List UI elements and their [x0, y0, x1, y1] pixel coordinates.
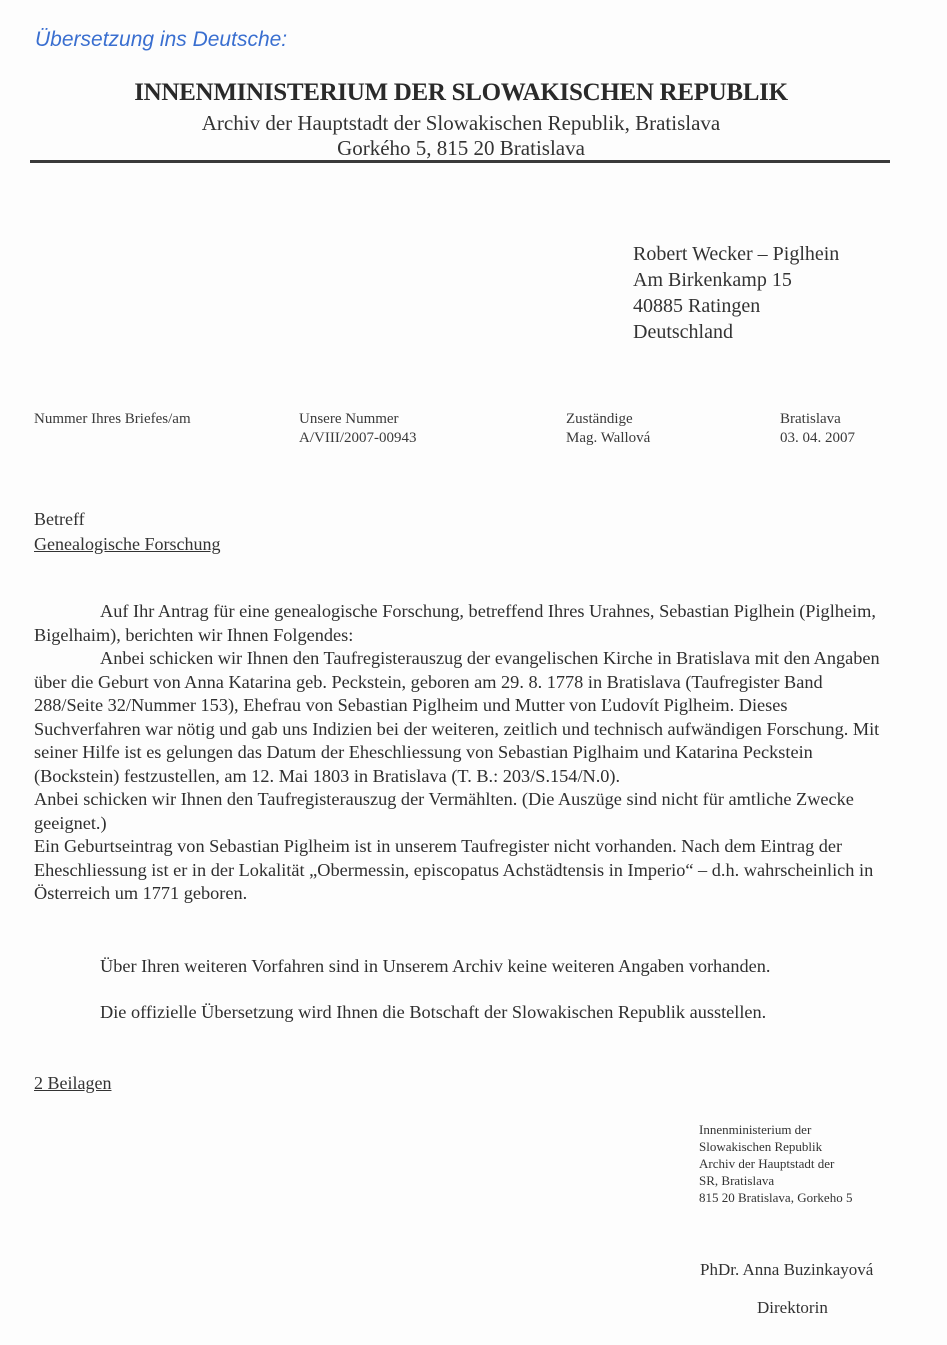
recipient-address: [633, 241, 839, 345]
stamp-line: Archiv der Hauptstadt der: [699, 1156, 835, 1171]
letterhead-divider: [30, 160, 890, 163]
signer-name: PhDr. Anna Buzinkayová: [700, 1260, 874, 1279]
official-stamp: [699, 1121, 852, 1206]
recipient-country: Deutschland: [633, 321, 733, 343]
letter-body: [34, 600, 894, 906]
meta-our-number: [299, 410, 416, 448]
body-paragraph-4: Ein Geburtseintrag von Sebastian Piglheim ist in unserem Taufregister nicht vorhanden. Nach dem Eintrag der Eheschliessung ist er in der Lokalität „Obermessin, episcopatus Achstädtensis in Imperio“ – d.h. wahrscheinlich in Österreich um 1771 geboren.: [34, 836, 874, 903]
letterhead-address: Gorkého 5, 815 20 Bratislava: [337, 136, 585, 160]
recipient-street: Am Birkenkamp 15: [633, 269, 792, 291]
body-paragraph-5: Über Ihren weiteren Vorfahren sind in Unserem Archiv keine weiteren Angaben vorhanden.: [100, 956, 771, 976]
meta-responsible: [566, 410, 650, 448]
stamp-line: Innenministerium der: [699, 1122, 812, 1137]
meta-label: Nummer Ihres Briefes/am: [34, 411, 191, 427]
meta-value: A/VIII/2007-00943: [299, 430, 417, 446]
body-paragraph-1: Auf Ihr Antrag für eine genealogische Forschung, betreffend Ihres Urahnes, Sebastian Piglhein (Piglheim, Bigelhaim), berichten wir Ihnen Folgendes:: [34, 601, 876, 645]
meta-value: Mag. Wallová: [566, 430, 651, 446]
stamp-line: 815 20 Bratislava, Gorkeho 5: [699, 1190, 853, 1205]
stamp-line: Slowakischen Republik: [699, 1139, 823, 1154]
recipient-name: Robert Wecker – Piglhein: [633, 243, 840, 265]
letterhead-title: INNENMINISTERIUM DER SLOWAKISCHEN REPUBLIK: [134, 79, 788, 106]
subject-label: Betreff: [34, 509, 85, 529]
body-paragraph-3: Anbei schicken wir Ihnen den Taufregisterauszug der Vermählten. (Die Auszüge sind nicht für amtliche Zwecke geeignet.): [34, 789, 854, 833]
letterhead-subtitle: Archiv der Hauptstadt der Slowakischen Republik, Bratislava: [201, 111, 721, 135]
stamp-line: SR, Bratislava: [699, 1173, 775, 1188]
enclosures: 2 Beilagen: [34, 1073, 112, 1093]
meta-your-letter: [34, 410, 191, 429]
body-paragraph-6: Die offizielle Übersetzung wird Ihnen die Botschaft der Slowakischen Republik ausstellen.: [100, 1002, 767, 1022]
meta-label: Bratislava: [780, 411, 841, 427]
translation-label: Übersetzung ins Deutsche:: [35, 28, 288, 51]
body-paragraph-2: Anbei schicken wir Ihnen den Taufregisterauszug der evangelischen Kirche in Bratislava mit den Angaben über die Geburt von Anna Katarina geb. Peckstein, geboren am 29. 8. 1778 in Bratislava (Taufregister Band 288/Seite 32/Nummer 153), Ehefrau von Sebastian Piglheim und Mutter von Ľudovít Piglheim. Dieses Suchverfahren war nötig und gab uns Indizien bei der weiteren, zeitlich und technisch aufwändigen Forschung. Mit seiner Hilfe ist es gelungen das Datum der Eheschliessung von Sebastian Piglhaim und Katarina Peckstein (Bockstein) festzustellen, am 12. Mai 1803 in Bratislava (T. B.: 203/S.154/N.0).: [34, 648, 880, 786]
meta-place-date: [780, 410, 855, 448]
subject-block: [34, 507, 220, 557]
recipient-city: 40885 Ratingen: [633, 295, 761, 317]
meta-label: Zuständige: [566, 411, 633, 427]
subject-value: Genealogische Forschung: [34, 534, 221, 554]
meta-label: Unsere Nummer: [299, 411, 399, 427]
meta-value: 03. 04. 2007: [780, 430, 855, 446]
signer-role: Direktorin: [757, 1298, 828, 1317]
